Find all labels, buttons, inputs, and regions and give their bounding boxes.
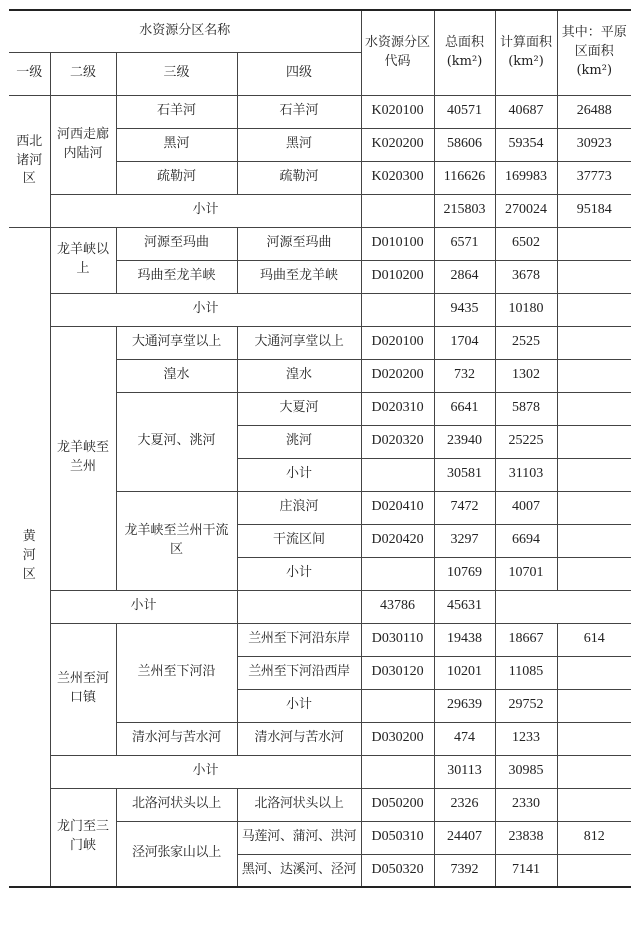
subtotal-label: 小计 <box>50 293 361 326</box>
total-area-cell: 116626 <box>434 161 495 194</box>
code-cell: D020420 <box>361 524 434 557</box>
calc-area-cell: 3678 <box>495 260 557 293</box>
level2-cell: 龙羊峡以上 <box>50 227 116 293</box>
level4-cell: 河源至玛曲 <box>237 227 361 260</box>
calc-area-cell: 6694 <box>495 524 557 557</box>
level4-cell: 玛曲至龙羊峡 <box>237 260 361 293</box>
plain-area-cell <box>557 656 631 689</box>
code-cell: D030120 <box>361 656 434 689</box>
level4-cell: 大通河享堂以上 <box>237 326 361 359</box>
header-level2: 二级 <box>50 52 116 95</box>
plain-area-cell: 26488 <box>557 95 631 128</box>
level4-cell: 庄浪河 <box>237 491 361 524</box>
calc-area-cell: 25225 <box>495 425 557 458</box>
header-zone-code: 水资源分区代码 <box>361 10 434 95</box>
level4-cell: 黑河、达溪河、泾河 <box>237 854 361 887</box>
level3-cell: 湟水 <box>116 359 237 392</box>
level3-cell: 龙羊峡至兰州干流区 <box>116 491 237 590</box>
total-area-cell: 24407 <box>434 821 495 854</box>
plain-area-cell <box>495 590 557 623</box>
total-area-cell: 30113 <box>434 755 495 788</box>
total-area-cell: 19438 <box>434 623 495 656</box>
plain-area-cell: 95184 <box>557 194 631 227</box>
level4-cell: 疏勒河 <box>237 161 361 194</box>
level4-cell: 石羊河 <box>237 95 361 128</box>
code-cell <box>361 194 434 227</box>
code-cell: D020320 <box>361 425 434 458</box>
total-area-cell: 30581 <box>434 458 495 491</box>
water-resource-zone-table <box>9 9 631 888</box>
code-cell: D030200 <box>361 722 434 755</box>
plain-area-cell <box>557 260 631 293</box>
level4-cell: 马莲河、蒲河、洪河 <box>237 821 361 854</box>
plain-area-cell <box>557 491 631 524</box>
table-wrapper <box>9 9 631 888</box>
plain-area-cell <box>557 293 631 326</box>
plain-area-cell <box>557 326 631 359</box>
level4-cell: 黑河 <box>237 128 361 161</box>
calc-area-cell: 59354 <box>495 128 557 161</box>
code-cell: D020100 <box>361 326 434 359</box>
code-cell: D030110 <box>361 623 434 656</box>
plain-area-cell: 30923 <box>557 128 631 161</box>
calc-area-cell: 169983 <box>495 161 557 194</box>
calc-area-cell: 31103 <box>495 458 557 491</box>
plain-area-cell <box>557 392 631 425</box>
level2-cell: 兰州至河口镇 <box>50 623 116 755</box>
total-area-cell: 474 <box>434 722 495 755</box>
plain-area-cell <box>557 854 631 887</box>
level3-cell: 石羊河 <box>116 95 237 128</box>
table-row <box>9 227 631 260</box>
table-row <box>9 326 631 359</box>
calc-area-cell: 10180 <box>495 293 557 326</box>
header-row-1 <box>9 10 631 52</box>
level4-cell: 北洛河状头以上 <box>237 788 361 821</box>
plain-area-cell <box>557 755 631 788</box>
total-area-cell: 7472 <box>434 491 495 524</box>
level4-cell: 兰州至下河沿东岸 <box>237 623 361 656</box>
calc-area-cell: 40687 <box>495 95 557 128</box>
total-area-cell: 215803 <box>434 194 495 227</box>
subtotal-row <box>9 755 631 788</box>
plain-area-cell <box>557 788 631 821</box>
total-area-cell: 1704 <box>434 326 495 359</box>
level4-cell: 清水河与苦水河 <box>237 722 361 755</box>
plain-area-cell <box>557 425 631 458</box>
total-area-cell: 6571 <box>434 227 495 260</box>
calc-area-cell: 2330 <box>495 788 557 821</box>
code-cell: D050200 <box>361 788 434 821</box>
calc-area-cell: 2525 <box>495 326 557 359</box>
total-area-cell: 2326 <box>434 788 495 821</box>
calc-area-cell: 7141 <box>495 854 557 887</box>
header-level3: 三级 <box>116 52 237 95</box>
table-row <box>9 95 631 128</box>
level1-cell: 西北诸河区 <box>9 95 50 227</box>
table-row <box>9 623 631 656</box>
plain-area-cell: 812 <box>557 821 631 854</box>
code-cell: D020410 <box>361 491 434 524</box>
plain-area-cell <box>557 722 631 755</box>
subtotal-label: 小计 <box>50 590 237 623</box>
level3-cell: 大通河享堂以上 <box>116 326 237 359</box>
total-area-cell: 29639 <box>434 689 495 722</box>
level4-cell: 干流区间 <box>237 524 361 557</box>
code-cell: K020300 <box>361 161 434 194</box>
level2-cell: 龙门至三门峡 <box>50 788 116 887</box>
calc-area-cell: 1302 <box>495 359 557 392</box>
level4-cell: 洮河 <box>237 425 361 458</box>
level3-cell: 河源至玛曲 <box>116 227 237 260</box>
calc-area-cell: 4007 <box>495 491 557 524</box>
total-area-cell: 2864 <box>434 260 495 293</box>
calc-area-cell: 270024 <box>495 194 557 227</box>
calc-area-cell: 45631 <box>434 590 495 623</box>
subtotal-row <box>9 194 631 227</box>
calc-area-cell: 23838 <box>495 821 557 854</box>
header-calc-area: 计算面积(km²) <box>495 10 557 95</box>
calc-area-cell: 1233 <box>495 722 557 755</box>
calc-area-cell: 29752 <box>495 689 557 722</box>
subtotal-label: 小计 <box>50 755 361 788</box>
subtotal-label: 小计 <box>237 557 361 590</box>
code-cell <box>361 557 434 590</box>
total-area-cell: 10201 <box>434 656 495 689</box>
subtotal-label: 小计 <box>237 458 361 491</box>
code-cell <box>361 458 434 491</box>
code-cell: K020200 <box>361 128 434 161</box>
calc-area-cell: 30985 <box>495 755 557 788</box>
total-area-cell: 40571 <box>434 95 495 128</box>
total-area-cell: 7392 <box>434 854 495 887</box>
header-zone-name: 水资源分区名称 <box>9 10 361 52</box>
header-level4: 四级 <box>237 52 361 95</box>
level3-cell: 北洛河状头以上 <box>116 788 237 821</box>
total-area-cell: 10769 <box>434 557 495 590</box>
total-area-cell: 58606 <box>434 128 495 161</box>
level4-cell: 湟水 <box>237 359 361 392</box>
code-cell: D050310 <box>361 821 434 854</box>
level3-cell: 泾河张家山以上 <box>116 821 237 887</box>
code-cell <box>361 689 434 722</box>
total-area-cell: 23940 <box>434 425 495 458</box>
calc-area-cell: 6502 <box>495 227 557 260</box>
code-cell: D010200 <box>361 260 434 293</box>
plain-area-cell <box>557 359 631 392</box>
level2-cell: 龙羊峡至兰州 <box>50 326 116 590</box>
level3-cell: 黑河 <box>116 128 237 161</box>
header-level1: 一级 <box>9 52 50 95</box>
plain-area-cell <box>557 458 631 491</box>
subtotal-row <box>9 293 631 326</box>
total-area-cell: 3297 <box>434 524 495 557</box>
total-area-cell: 732 <box>434 359 495 392</box>
code-cell: D010100 <box>361 227 434 260</box>
calc-area-cell: 18667 <box>495 623 557 656</box>
plain-area-cell <box>557 227 631 260</box>
code-cell: D020310 <box>361 392 434 425</box>
subtotal-row <box>9 590 631 623</box>
code-cell <box>361 293 434 326</box>
calc-area-cell: 11085 <box>495 656 557 689</box>
header-plain-area: 其中：平原区面积(km²) <box>557 10 631 95</box>
plain-area-cell: 614 <box>557 623 631 656</box>
table-row <box>9 788 631 821</box>
plain-area-cell <box>557 524 631 557</box>
subtotal-label: 小计 <box>50 194 361 227</box>
code-cell: D020200 <box>361 359 434 392</box>
calc-area-cell: 5878 <box>495 392 557 425</box>
level4-cell: 兰州至下河沿西岸 <box>237 656 361 689</box>
level3-cell: 疏勒河 <box>116 161 237 194</box>
code-cell <box>237 590 361 623</box>
plain-area-cell: 37773 <box>557 161 631 194</box>
level1-cell: 黄河区 <box>9 227 50 887</box>
calc-area-cell: 10701 <box>495 557 557 590</box>
plain-area-cell <box>557 557 631 590</box>
subtotal-label: 小计 <box>237 689 361 722</box>
level4-cell: 大夏河 <box>237 392 361 425</box>
plain-area-cell <box>557 689 631 722</box>
level2-cell: 河西走廊内陆河 <box>50 95 116 194</box>
code-cell: D050320 <box>361 854 434 887</box>
code-cell <box>361 755 434 788</box>
level3-cell: 兰州至下河沿 <box>116 623 237 722</box>
level3-cell: 大夏河、洮河 <box>116 392 237 491</box>
total-area-cell: 6641 <box>434 392 495 425</box>
level3-cell: 清水河与苦水河 <box>116 722 237 755</box>
level3-cell: 玛曲至龙羊峡 <box>116 260 237 293</box>
total-area-cell: 43786 <box>361 590 434 623</box>
header-total-area: 总面积(km²) <box>434 10 495 95</box>
total-area-cell: 9435 <box>434 293 495 326</box>
code-cell: K020100 <box>361 95 434 128</box>
